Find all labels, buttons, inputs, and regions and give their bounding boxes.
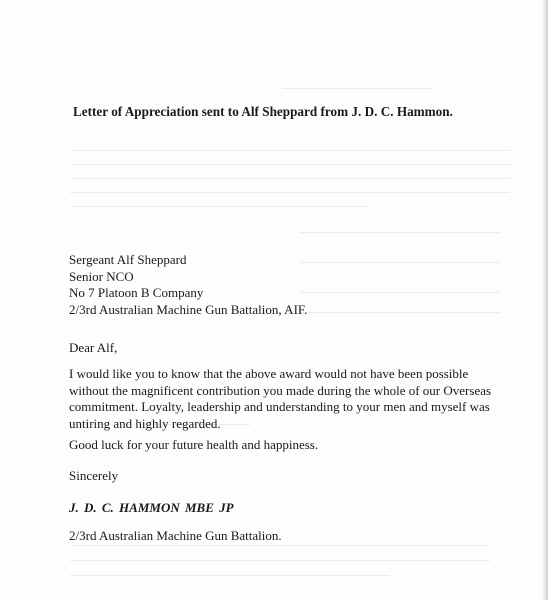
bleed-through-line bbox=[70, 575, 390, 576]
letter-heading: Letter of Appreciation sent to Alf Sheppard from J. D. C. Hammon. bbox=[73, 104, 453, 119]
signature-name: J. D. C. HAMMON MBE JP bbox=[69, 500, 234, 515]
bleed-through-line bbox=[300, 262, 500, 263]
signature-unit: 2/3rd Australian Machine Gun Battalion. bbox=[69, 528, 282, 543]
bleed-through-line bbox=[70, 206, 370, 207]
bleed-through-line bbox=[70, 545, 490, 546]
addressee-rank-name: Sergeant Alf Sheppard bbox=[69, 252, 187, 267]
bleed-through-line bbox=[70, 150, 510, 151]
bleed-through-line bbox=[70, 164, 510, 165]
bleed-through-line bbox=[70, 192, 510, 193]
closing: Sincerely bbox=[69, 468, 119, 483]
addressee-block bbox=[69, 252, 307, 318]
addressee-battalion: 2/3rd Australian Machine Gun Battalion, AIF. bbox=[69, 301, 308, 317]
bleed-through-line bbox=[300, 232, 500, 233]
bleed-through-line bbox=[282, 88, 432, 89]
addressee-platoon: No 7 Platoon B Company bbox=[69, 285, 204, 301]
body-paragraph: I would like you to know that the above award would not have been possible without the magnificent contribution you made during the whole of our Overseas commitment. Loyalty, leadership and understanding to your men and myself was untiring and highly regarded. bbox=[69, 366, 492, 431]
bleed-through-line bbox=[300, 312, 500, 313]
bleed-through-line bbox=[300, 292, 500, 293]
scan-edge-shadow bbox=[542, 0, 548, 600]
salutation: Dear Alf, bbox=[69, 340, 118, 355]
letter-body bbox=[69, 366, 495, 432]
good-wishes-paragraph: Good luck for your future health and happiness. bbox=[69, 437, 319, 452]
bleed-through-line bbox=[70, 178, 510, 179]
bleed-through-line bbox=[70, 560, 490, 561]
addressee-role: Senior NCO bbox=[69, 268, 134, 284]
